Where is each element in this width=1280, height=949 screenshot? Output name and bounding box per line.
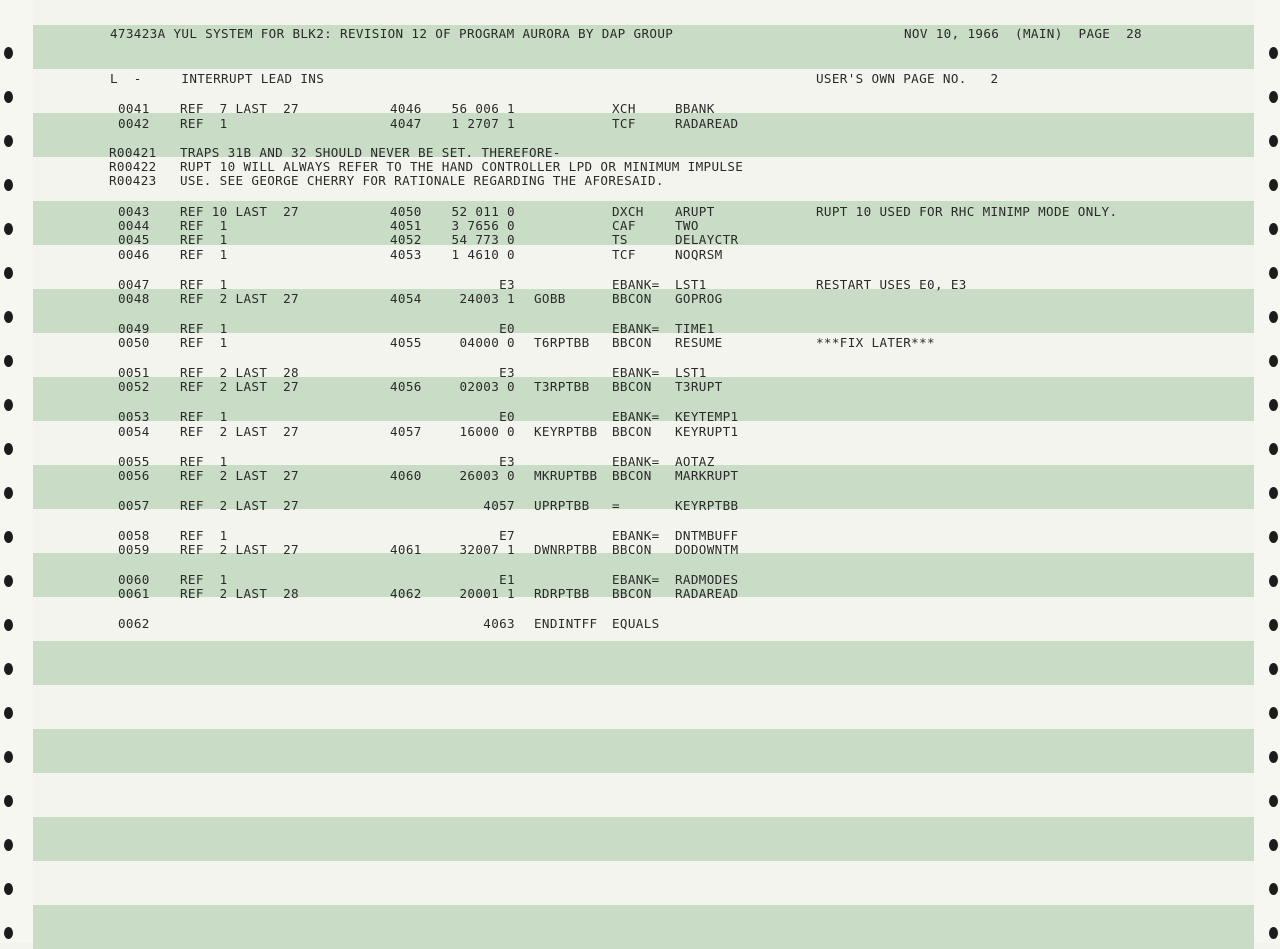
address: 4055 [390,335,422,350]
sprocket-hole [4,47,13,59]
operand: BBANK [675,101,715,116]
opcode: EBANK= [612,365,660,380]
object-code: E3 [499,365,515,380]
opcode: TCF [612,247,636,262]
sprocket-hole [4,135,13,147]
ref-info: REF 1 [180,116,228,131]
ref-info: REF 2 LAST 28 [180,586,299,601]
object-code: 54 773 0 [451,232,515,247]
operand: DODOWNTM [675,542,739,557]
ref-info: REF 2 LAST 27 [180,542,299,557]
sprocket-hole [1269,619,1278,631]
sprocket-hole [4,91,13,103]
object-code: E3 [499,454,515,469]
line-number: 0048 [118,291,150,306]
label: GOBB [534,291,566,306]
opcode: EBANK= [612,454,660,469]
ref-info: REF 2 LAST 28 [180,365,299,380]
sprocket-hole [4,927,13,939]
opcode: EBANK= [612,409,660,424]
opcode: CAF [612,218,636,233]
opcode: EQUALS [612,616,660,631]
ref-info: REF 1 [180,572,228,587]
sprocket-hole [1269,267,1278,279]
line-number: 0060 [118,572,150,587]
label: RDRPTBB [534,586,590,601]
operand: LST1 [675,365,707,380]
address: 4057 [390,424,422,439]
operand: T3RUPT [675,379,723,394]
object-code: 56 006 1 [451,101,515,116]
operand: GOPROG [675,291,723,306]
operand: KEYRUPT1 [675,424,739,439]
object-code: E7 [499,528,515,543]
operand: TWO [675,218,699,233]
opcode: = [612,498,620,513]
ref-info: REF 1 [180,409,228,424]
greenbar-band [33,729,1254,773]
operand: NOQRSM [675,247,723,262]
operand: MARKRUPT [675,468,739,483]
object-code: E0 [499,321,515,336]
object-code: 52 011 0 [451,204,515,219]
address: 4062 [390,586,422,601]
label: DWNRPTBB [534,542,598,557]
sprocket-hole [4,795,13,807]
header-title: 473423A YUL SYSTEM FOR BLK2: REVISION 12 OF PROGRAM AURORA BY DAP GROUP [110,26,674,41]
line-number: R00422 [109,159,157,174]
sprocket-hole [1269,399,1278,411]
label: T3RPTBB [534,379,590,394]
ref-info: REF 2 LAST 27 [180,468,299,483]
sprocket-hole [4,179,13,191]
line-number: 0042 [118,116,150,131]
ref-info: REF 2 LAST 27 [180,424,299,439]
remark-text: RUPT 10 WILL ALWAYS REFER TO THE HAND CONTROLLER LPD OR MINIMUM IMPULSE [180,159,744,174]
opcode: DXCH [612,204,644,219]
line-number: 0062 [118,616,150,631]
operand: KEYRPTBB [675,498,739,513]
opcode: BBCON [612,468,652,483]
remark-text: TRAPS 31B AND 32 SHOULD NEVER BE SET. THEREFORE- [180,145,561,160]
sprocket-hole [1269,135,1278,147]
section-title: L - INTERRUPT LEAD INS [110,71,325,86]
operand: RADAREAD [675,116,739,131]
ref-info: REF 2 LAST 27 [180,498,299,513]
opcode: EBANK= [612,572,660,587]
operand: LST1 [675,277,707,292]
sprocket-hole [1269,91,1278,103]
ref-info: REF 1 [180,528,228,543]
sprocket-hole [1269,487,1278,499]
operand: RESUME [675,335,723,350]
sprocket-hole [1269,223,1278,235]
address: 4052 [390,232,422,247]
sprocket-hole [1269,839,1278,851]
sprocket-hole [1269,751,1278,763]
opcode: BBCON [612,379,652,394]
object-code: 04000 0 [459,335,515,350]
ref-info: REF 1 [180,321,228,336]
address: 4053 [390,247,422,262]
operand: DNTMBUFF [675,528,739,543]
object-code: E0 [499,409,515,424]
label: T6RPTBB [534,335,590,350]
object-code: 16000 0 [459,424,515,439]
sprocket-hole [1269,443,1278,455]
address: 4061 [390,542,422,557]
opcode: BBCON [612,586,652,601]
line-number: 0052 [118,379,150,394]
opcode: XCH [612,101,636,116]
label: UPRPTBB [534,498,590,513]
sprocket-hole [1269,883,1278,895]
opcode: BBCON [612,542,652,557]
label: KEYRPTBB [534,424,598,439]
line-number: 0046 [118,247,150,262]
address: 4051 [390,218,422,233]
line-number: 0053 [118,409,150,424]
sprocket-hole [1269,575,1278,587]
label: MKRUPTBB [534,468,598,483]
ref-info: REF 1 [180,247,228,262]
opcode: TS [612,232,628,247]
object-code: 1 4610 0 [451,247,515,262]
object-code: 26003 0 [459,468,515,483]
object-code: 24003 1 [459,291,515,306]
ref-info: REF 2 LAST 27 [180,291,299,306]
sprocket-hole [1269,355,1278,367]
line-number: 0056 [118,468,150,483]
sprocket-hole [4,355,13,367]
ref-info: REF 2 LAST 27 [180,379,299,394]
sprocket-hole [4,751,13,763]
line-number: R00421 [109,145,157,160]
sprocket-hole [4,619,13,631]
sprocket-hole [4,223,13,235]
line-number: 0047 [118,277,150,292]
sprocket-hole [1269,663,1278,675]
line-number: 0059 [118,542,150,557]
sprocket-hole [4,399,13,411]
sprocket-hole [4,707,13,719]
address: 4056 [390,379,422,394]
operand: ARUPT [675,204,715,219]
sprocket-hole [4,311,13,323]
sprocket-hole [1269,531,1278,543]
ref-info: REF 1 [180,335,228,350]
sprocket-hole [4,531,13,543]
line-number: 0043 [118,204,150,219]
ref-info: REF 1 [180,454,228,469]
address: 4050 [390,204,422,219]
sprocket-hole [4,663,13,675]
sprocket-hole [4,443,13,455]
sprocket-hole [1269,311,1278,323]
object-code: E1 [499,572,515,587]
line-number: 0054 [118,424,150,439]
line-number: 0044 [118,218,150,233]
object-code: 1 2707 1 [451,116,515,131]
ref-info: REF 7 LAST 27 [180,101,299,116]
address: 4054 [390,291,422,306]
object-code: 32007 1 [459,542,515,557]
sprocket-hole [1269,707,1278,719]
user-page-number: USER'S OWN PAGE NO. 2 [816,71,999,86]
opcode: BBCON [612,424,652,439]
sprocket-hole [1269,179,1278,191]
opcode: TCF [612,116,636,131]
address: 4060 [390,468,422,483]
comment: ***FIX LATER*** [816,335,935,350]
object-code: E3 [499,277,515,292]
sprocket-hole [1269,47,1278,59]
opcode: BBCON [612,291,652,306]
greenbar-band [33,905,1254,949]
ref-info: REF 10 LAST 27 [180,204,299,219]
line-number: 0041 [118,101,150,116]
operand: TIME1 [675,321,715,336]
sprocket-hole [1269,927,1278,939]
line-number: 0049 [118,321,150,336]
label: ENDINTFF [534,616,598,631]
operand: RADMODES [675,572,739,587]
object-code: 3 7656 0 [451,218,515,233]
line-number: 0045 [118,232,150,247]
sprocket-hole [4,487,13,499]
ref-info: REF 1 [180,232,228,247]
ref-info: REF 1 [180,218,228,233]
sprocket-hole [4,267,13,279]
comment: RESTART USES E0, E3 [816,277,967,292]
opcode: EBANK= [612,321,660,336]
header-date-page: NOV 10, 1966 (MAIN) PAGE 28 [904,26,1142,41]
sprocket-hole [1269,795,1278,807]
object-code: 20001 1 [459,586,515,601]
comment: RUPT 10 USED FOR RHC MINIMP MODE ONLY. [816,204,1118,219]
object-code: 02003 0 [459,379,515,394]
operand: RADAREAD [675,586,739,601]
line-number: 0058 [118,528,150,543]
object-code: 4063 [483,616,515,631]
line-number: R00423 [109,173,157,188]
operand: KEYTEMP1 [675,409,739,424]
sprocket-hole [4,883,13,895]
operand: DELAYCTR [675,232,739,247]
sprocket-hole [4,575,13,587]
line-number: 0057 [118,498,150,513]
line-number: 0051 [118,365,150,380]
remark-text: USE. SEE GEORGE CHERRY FOR RATIONALE REGARDING THE AFORESAID. [180,173,664,188]
address: 4047 [390,116,422,131]
sprocket-hole [4,839,13,851]
opcode: EBANK= [612,528,660,543]
ref-info: REF 1 [180,277,228,292]
address: 4046 [390,101,422,116]
opcode: EBANK= [612,277,660,292]
greenbar-band [33,817,1254,861]
opcode: BBCON [612,335,652,350]
line-number: 0061 [118,586,150,601]
line-number: 0050 [118,335,150,350]
line-number: 0055 [118,454,150,469]
object-code: 4057 [483,498,515,513]
greenbar-band [33,641,1254,685]
operand: AOTAZ [675,454,715,469]
